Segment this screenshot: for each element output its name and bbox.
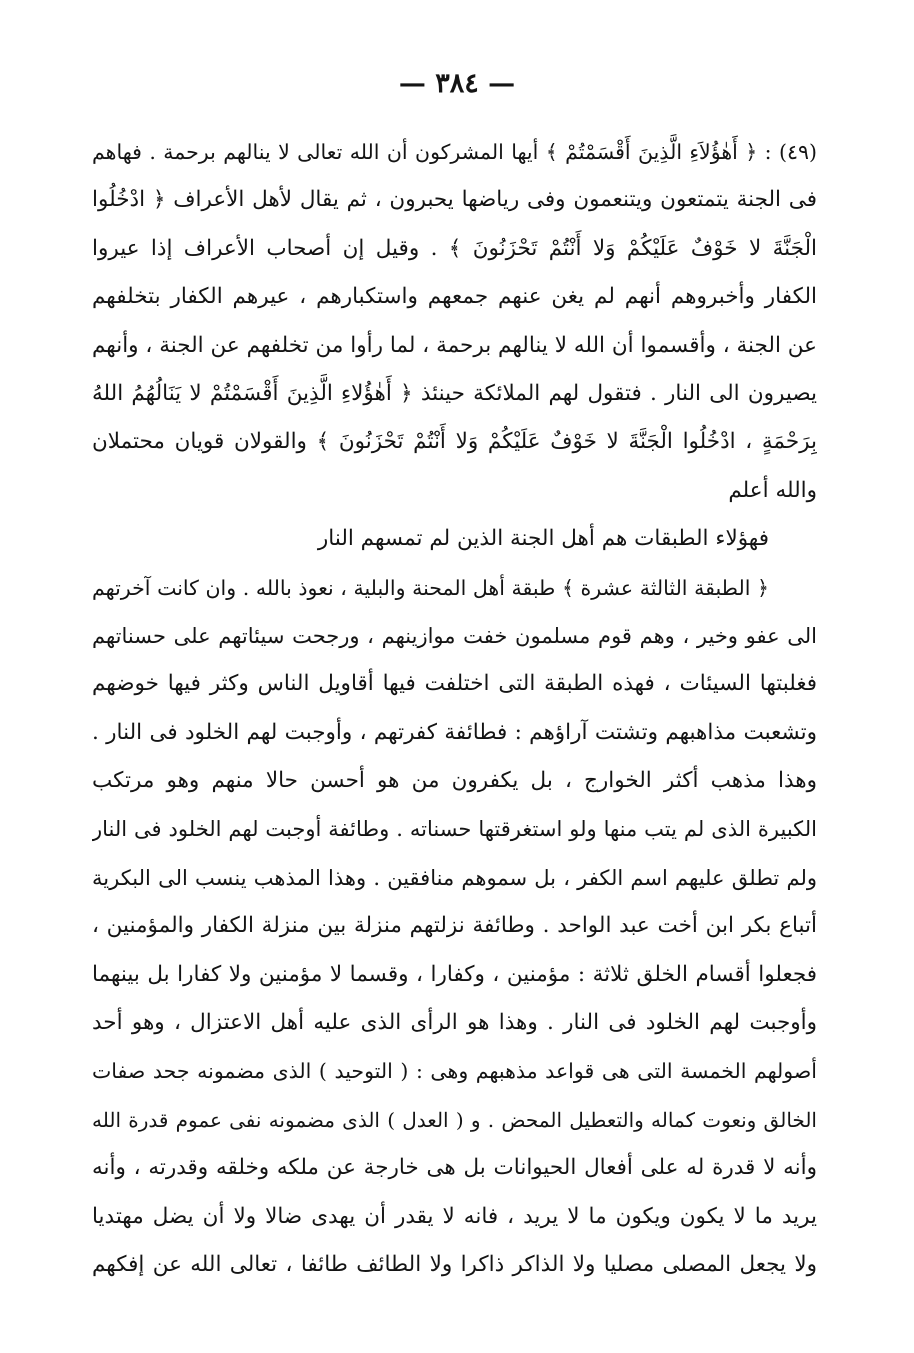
text-line: والله أعلم — [728, 477, 817, 503]
paragraph-start-line: فهؤلاء الطبقات هم أهل الجنة الذين لم تمسهم النار — [317, 526, 769, 552]
text-line: فى الجنة يتمتعون ويتنعمون وفى رياضها يحبرون ، ثم يقال لأهل الأعراف ﴿ ادْخُلُوا — [92, 187, 817, 213]
text-line: الى عفو وخير ، وهم قوم مسلمون خفت موازينهم ، ورجحت سيئاتهم على حسناتهم — [92, 623, 817, 648]
text-line: يصيرون الى النار . فتقول لهم الملائكة حينئذ ﴿ أَهٰؤُلاءِ الَّذِينَ أَقْسَمْتُمْ لا يَنَالُهُمُ اللهُ — [92, 380, 817, 406]
paragraph-start-line: ﴿ الطبقة الثالثة عشرة ﴾ طبقة أهل المحنة والبلية ، نعوذ بالله . وان كانت آخرتهم — [92, 575, 769, 600]
text-line: الْجَنَّةَ لا خَوْفٌ عَلَيْكُمْ وَلا أَنْتُمْ تَحْزَنُونَ ﴾ . وقيل إن أصحاب الأعراف إذا عيروا — [92, 235, 817, 261]
text-line: وأوجبت لهم الخلود فى النار . وهذا هو الرأى الذى عليه أهل الاعتزال ، وهو أحد — [92, 1010, 817, 1036]
text-line: (٤٩) : ﴿ أَهٰؤُلاَءِ الَّذِينَ أَقْسَمْتُمْ ﴾ أيها المشركون أن الله تعالى لا ينالهم برحمة . فهاهم — [92, 140, 817, 164]
text-line: ولا يجعل المصلى مصليا ولا الذاكر ذاكرا ولا الطائف طائفا ، تعالى الله عن إفكهم — [92, 1251, 817, 1277]
text-line: أصولهم الخمسة التى هى قواعد مذهبهم وهى : ( التوحيد ) الذى مضمونه جحد صفات — [92, 1059, 817, 1084]
page-body — [92, 128, 817, 1289]
text-line: الخالق ونعوت كماله والتعطيل المحض . و ( العدل ) الذى مضمونه نفى عموم قدرة الله — [92, 1107, 817, 1132]
text-line: الكفار وأخبروهم أنهم لم يغن عنهم جمعهم واستكبارهم ، عيرهم الكفار بتخلفهم — [92, 284, 817, 310]
text-line: يريد ما لا يكون ويكون ما لا يريد ، فانه لا يقدر أن يهدى ضالا ولا أن يضل مهتديا — [92, 1203, 817, 1229]
text-line: وهذا مذهب أكثر الخوارج ، بل يكفرون من هو أحسن حالا منهم وهو مرتكب — [92, 768, 817, 794]
text-line: فجعلوا أقسام الخلق ثلاثة : مؤمنين ، وكفارا ، وقسما لا مؤمنين ولا كفارا بل بينهما — [92, 961, 817, 987]
text-line: وتشعبت مذاهبهم وتشتت آراؤهم : فطائفة كفرتهم ، وأوجبت لهم الخلود فى النار . — [92, 719, 817, 745]
text-line: ولم تطلق عليهم اسم الكفر ، بل سموهم منافقين . وهذا المذهب ينسب الى البكرية — [92, 865, 817, 890]
text-line: بِرَحْمَةٍ ، ادْخُلُوا الْجَنَّةَ لا خَوْفٌ عَلَيْكُمْ وَلا أَنْتُمْ تَحْزَنُونَ ﴾ والقولان قويان محتملان — [92, 429, 817, 455]
text-line: الكبيرة الذى لم يتب منها ولو استغرقتها حسناته . وطائفة أوجبت لهم الخلود فى النار — [92, 817, 817, 842]
text-line: فغلبتها السيئات ، فهذه الطبقة التى اختلفت فيها أقاويل الناس وكثر فيها خوضهم — [92, 671, 817, 697]
text-line: وأنه لا قدرة له على أفعال الحيوانات بل هى خارجة عن ملكه وخلقه وقدرته ، وأنه — [92, 1155, 817, 1181]
text-line: أتباع بكر ابن أخت عبد الواحد . وطائفة نزلتهم منزلة بين منزلة الكفار والمؤمنين ، — [92, 913, 817, 939]
page-number: — ٣٨٤ — — [398, 68, 516, 99]
text-line: عن الجنة ، وأقسموا أن الله لا ينالهم برحمة ، لما رأوا من تخلفهم عن الجنة ، وأنهم — [92, 332, 817, 358]
